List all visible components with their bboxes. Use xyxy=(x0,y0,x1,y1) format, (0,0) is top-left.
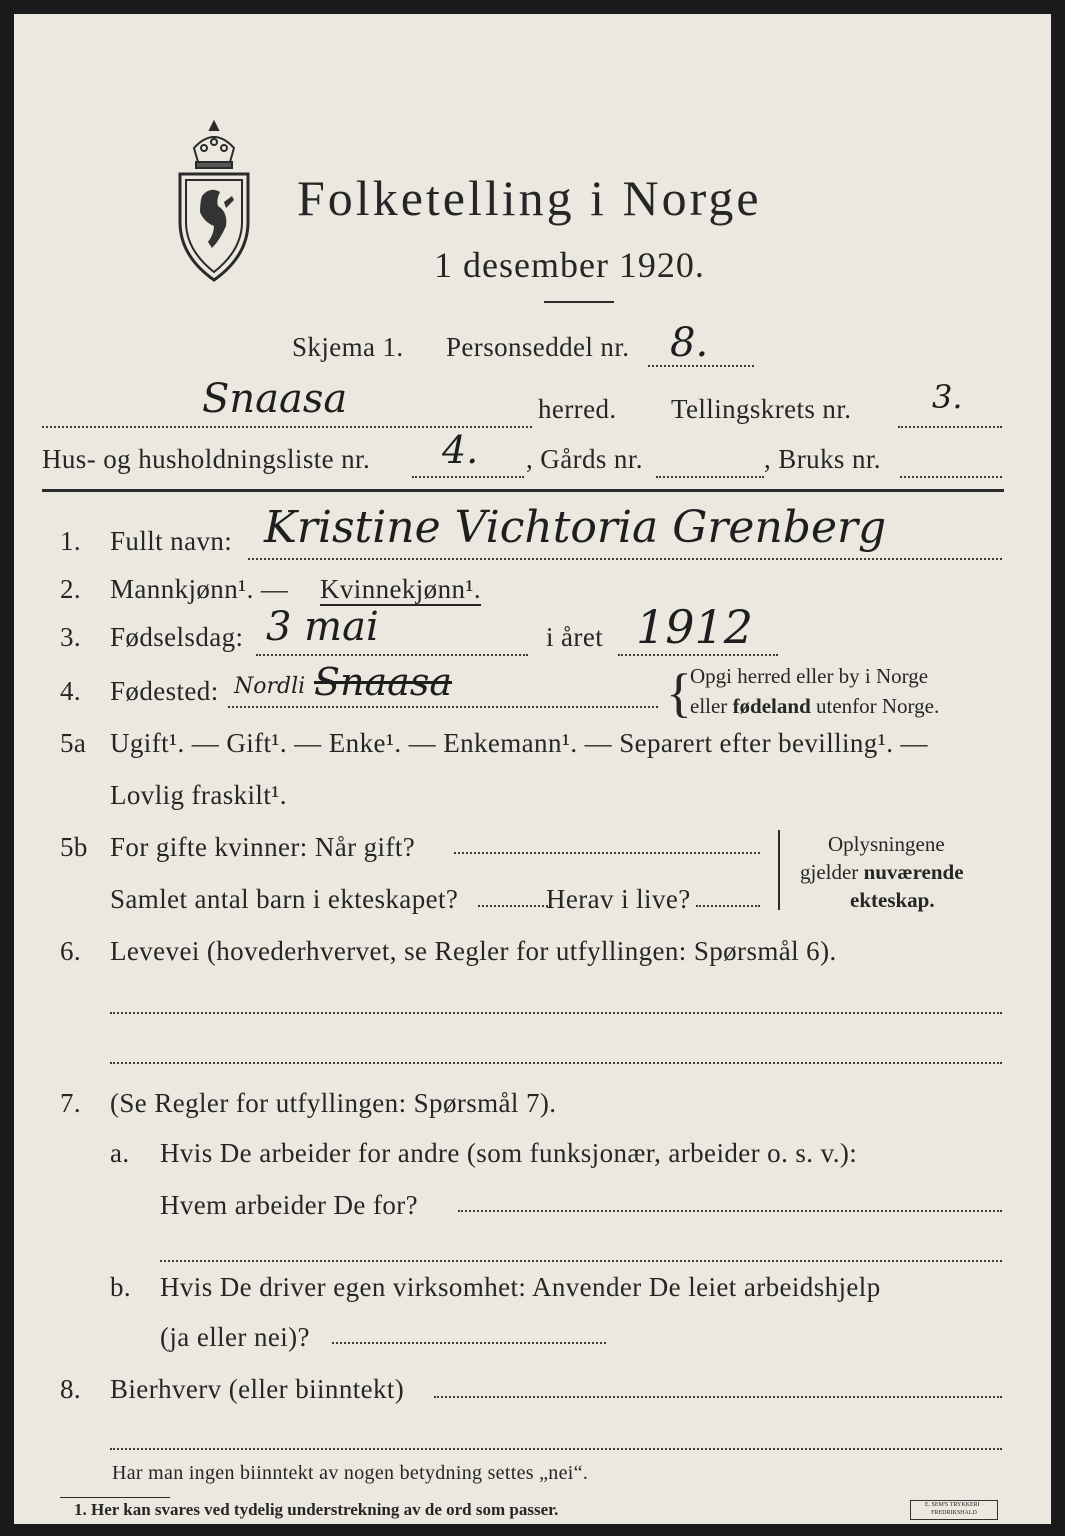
q3-number: 3. xyxy=(60,622,82,652)
q7-label: (Se Regler for utfyllingen: Spørsmål 7). xyxy=(110,1088,557,1118)
bruks-label: , Bruks nr. xyxy=(764,444,881,474)
q4-birthplace-prefix[interactable]: Nordli xyxy=(234,674,306,699)
norway-coat-of-arms-icon xyxy=(164,118,264,283)
q1-label: Fullt navn: xyxy=(110,526,233,556)
census-date: 1 desember 1920. xyxy=(434,245,705,285)
husliste-label: Hus- og husholdningsliste nr. xyxy=(42,444,371,474)
q7a-line1: Hvis De arbeider for andre (som funksjonær, arbeider o. s. v.): xyxy=(160,1138,858,1168)
printer-stamp xyxy=(910,1500,998,1520)
q6-number: 6. xyxy=(60,936,82,966)
q3-day-value[interactable]: 3 mai xyxy=(266,604,379,650)
q2-female-option[interactable]: Kvinnekjønn¹. xyxy=(320,574,482,604)
q6-label: Levevei (hovederhvervet, se Regler for utfyllingen: Spørsmål 6). xyxy=(110,936,837,966)
printer-stamp-text: E. SEM'S TRYKKERI · FREDRIKSHALD xyxy=(924,1502,984,1516)
q3-day-line xyxy=(256,654,528,656)
q4-note-line2-c: utenfor Norge. xyxy=(816,694,940,718)
q2-male-option[interactable]: Mannkjønn¹. — xyxy=(110,574,289,604)
q7b-line1: Hvis De driver egen virksomhet: Anvender De leiet arbeidshjelp xyxy=(160,1272,881,1302)
q8-number: 8. xyxy=(60,1374,82,1404)
census-form xyxy=(14,14,1051,1524)
q5b-number: 5b xyxy=(60,832,88,862)
q5b-note-line2 xyxy=(800,860,964,885)
bruks-line xyxy=(900,476,1002,478)
q5b-alive-line xyxy=(696,905,760,907)
q7a-answer-line-1 xyxy=(458,1210,1002,1212)
q7b-line2: (ja eller nei)? xyxy=(160,1322,310,1352)
q3-label: Fødselsdag: xyxy=(110,622,244,652)
footnote-rule xyxy=(60,1497,170,1498)
q4-note-line1: Opgi herred eller by i Norge xyxy=(690,664,929,688)
q8-answer-line xyxy=(434,1396,1002,1398)
q4-note-line2-b: fødeland xyxy=(732,694,811,718)
q4-line xyxy=(228,706,658,708)
footer-note: Har man ingen biinntekt av nogen betydning settes „nei“. xyxy=(112,1462,589,1484)
tellingskrets-label: Tellingskrets nr. xyxy=(671,394,852,424)
q5b-note-line3: ekteskap. xyxy=(850,888,935,912)
title-divider xyxy=(544,301,614,303)
herred-label: herred. xyxy=(538,394,617,424)
gards-label: , Gårds nr. xyxy=(526,444,643,474)
q7a-letter: a. xyxy=(110,1138,130,1168)
q7b-answer-line xyxy=(332,1342,606,1344)
q4-birthplace-struck[interactable]: Snaasa xyxy=(314,660,452,704)
q5b-note-bracket xyxy=(778,830,780,910)
q5a-number: 5a xyxy=(60,728,87,758)
form-title: Folketelling i Norge xyxy=(297,170,762,226)
q1-number: 1. xyxy=(60,526,82,556)
q5b-children-label: Samlet antal barn i ekteskapet? xyxy=(110,884,459,914)
q8-label: Bierhverv (eller biinntekt) xyxy=(110,1374,405,1404)
header-rule xyxy=(42,489,1004,492)
q3-year-label: i året xyxy=(546,622,604,652)
q5b-when-married-label: For gifte kvinner: Når gift? xyxy=(110,832,416,862)
q4-note-line2 xyxy=(690,694,939,719)
q1-line xyxy=(248,558,1002,560)
q1-full-name[interactable]: Kristine Vichtoria Grenberg xyxy=(264,502,887,553)
q3-year-value[interactable]: 1912 xyxy=(636,600,754,654)
husliste-line xyxy=(412,476,524,478)
q4-label: Fødested: xyxy=(110,676,219,706)
q2-number: 2. xyxy=(60,574,82,604)
q5b-note-line2-b: nuværende xyxy=(863,860,964,884)
q4-note-brace: { xyxy=(666,663,692,723)
q3-year-line xyxy=(618,654,778,656)
q5a-options-line1[interactable]: Ugift¹. — Gift¹. — Enke¹. — Enkemann¹. — Separert efter bevilling¹. — xyxy=(110,728,928,758)
herred-value[interactable]: Snaasa xyxy=(202,376,348,422)
personseddel-value[interactable]: 8. xyxy=(670,320,709,366)
gards-line xyxy=(656,476,764,478)
q6-line-1 xyxy=(110,1012,1002,1014)
q7a-answer-line-2 xyxy=(160,1260,1002,1262)
schema-label: Skjema 1. xyxy=(292,332,404,362)
q5b-alive-label: Herav i live? xyxy=(546,884,691,914)
q5b-note-line2-a: gjelder xyxy=(800,860,859,884)
husliste-value[interactable]: 4. xyxy=(442,428,479,472)
q8-extra-line xyxy=(110,1448,1002,1450)
footnote: 1. Her kan svares ved tydelig understrekning av de ord som passer. xyxy=(74,1500,559,1519)
q7a-line2: Hvem arbeider De for? xyxy=(160,1190,419,1220)
q6-line-2 xyxy=(110,1062,1002,1064)
q4-number: 4. xyxy=(60,676,82,706)
personseddel-label: Personseddel nr. xyxy=(446,332,630,362)
q7b-letter: b. xyxy=(110,1272,132,1302)
q5b-when-married-line xyxy=(454,852,760,854)
q5b-children-line xyxy=(478,905,548,907)
q7-number: 7. xyxy=(60,1088,82,1118)
q5a-options-line2[interactable]: Lovlig fraskilt¹. xyxy=(110,780,287,810)
tellingskrets-value[interactable]: 3. xyxy=(932,378,963,416)
q4-note-line2-a: eller xyxy=(690,694,728,718)
q5b-note-line1: Oplysningene xyxy=(828,832,945,856)
tellingskrets-line xyxy=(898,426,1002,428)
